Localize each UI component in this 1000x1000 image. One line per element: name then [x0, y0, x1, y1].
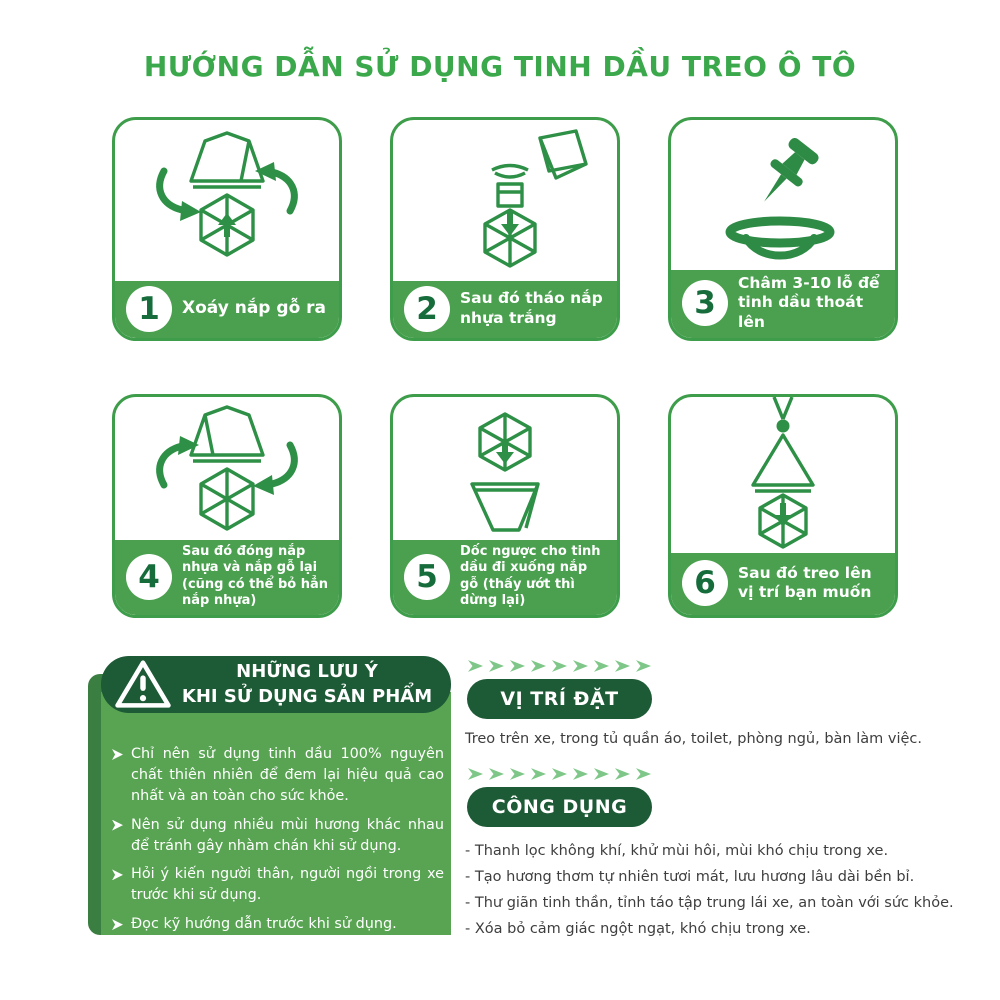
step-4-banner [115, 540, 339, 615]
chevron-icon [531, 659, 546, 673]
chevron-icon [468, 767, 483, 781]
step-card-4 [112, 394, 342, 618]
placement-heading-pill: VỊ TRÍ ĐẶT [467, 679, 652, 719]
bullet-arrow-icon [112, 869, 123, 880]
step-3-banner [671, 270, 895, 338]
step-5-banner [393, 540, 617, 615]
chevron-icon [552, 767, 567, 781]
chevron-icon [615, 659, 630, 673]
step-card-3 [668, 117, 898, 341]
chevron-icon [573, 659, 588, 673]
close-caps-icon [138, 401, 316, 549]
uses-heading-pill: CÔNG DỤNG [467, 787, 652, 827]
note-text: Hỏi ý kiến người thân, người ngồi trong xe trước khi sử dụng. [131, 866, 444, 904]
bullet-arrow-icon [112, 820, 123, 831]
note-text: Nên sử dụng nhiều mùi hương khác nhau để tránh gây nhàm chán khi sử dụng. [131, 816, 444, 854]
step-3-illustration [671, 120, 895, 281]
step-1-illustration [115, 120, 339, 281]
list-item [112, 914, 444, 935]
step-6-illustration [671, 397, 895, 553]
uses-item: - Thư giãn tinh thần, tỉnh táo tập trung lái xe, an toàn với sức khỏe. [465, 895, 954, 911]
chevron-icon [594, 767, 609, 781]
step-1-number-badge: 1 [126, 286, 172, 332]
step-4-caption: Sau đó đóng nắp nhựa và nắp gỗ lại (cũng có thể bỏ hẳn nắp nhựa) [182, 544, 329, 608]
remove-plastic-cap-icon [416, 126, 594, 276]
rotate-open-wood-cap-icon [138, 127, 316, 275]
chevron-icon [636, 767, 651, 781]
chevron-icon [510, 659, 525, 673]
chevron-icon [489, 767, 504, 781]
step-card-2 [390, 117, 620, 341]
step-1-banner [115, 281, 339, 338]
step-5-illustration [393, 397, 617, 553]
bullet-arrow-icon [112, 749, 123, 760]
list-item [112, 864, 444, 906]
step-6-number-badge: 6 [682, 560, 728, 606]
uses-list [465, 838, 995, 942]
step-1-caption: Xoáy nắp gỗ ra [182, 297, 327, 318]
chevron-icon [615, 767, 630, 781]
step-5-number-badge: 5 [404, 554, 450, 600]
step-3-caption: Châm 3-10 lỗ để tinh dầu thoát lên [738, 273, 880, 331]
chevron-icon [552, 659, 567, 673]
list-item [112, 744, 444, 807]
notes-list [101, 744, 451, 943]
chevron-icon [573, 767, 588, 781]
step-2-number-badge: 2 [404, 286, 450, 332]
step-6-banner [671, 553, 895, 615]
uses-item: - Xóa bỏ cảm giác ngột ngạt, khó chịu trong xe. [465, 921, 811, 937]
chevron-arrows-decor [468, 767, 651, 781]
step-2-caption: Sau đó tháo nắp nhựa trắng [460, 289, 603, 327]
uses-item: - Thanh lọc không khí, khử mùi hôi, mùi khó chịu trong xe. [465, 843, 889, 859]
placement-text: Treo trên xe, trong tủ quần áo, toilet, phòng ngủ, bàn làm việc. [465, 731, 922, 747]
notes-heading-line2: KHI SỬ DỤNG SẢN PHẨM [181, 685, 433, 707]
chevron-icon [489, 659, 504, 673]
pin-pierce-holes-icon [694, 126, 872, 276]
step-card-1 [112, 117, 342, 341]
chevron-icon [636, 659, 651, 673]
step-4-illustration [115, 397, 339, 553]
notes-header [101, 656, 451, 713]
chevron-icon [468, 659, 483, 673]
step-card-6 [668, 394, 898, 618]
tip-upside-down-icon [416, 400, 594, 550]
chevron-arrows-decor [468, 659, 651, 673]
chevron-icon [531, 767, 546, 781]
step-2-banner [393, 281, 617, 338]
warning-triangle-icon [113, 658, 173, 711]
list-item [112, 815, 444, 857]
hang-diffuser-icon [694, 397, 872, 555]
step-3-number-badge: 3 [682, 280, 728, 326]
step-4-number-badge: 4 [126, 554, 172, 600]
bullet-arrow-icon [112, 919, 123, 930]
note-text: Đọc kỹ hướng dẫn trước khi sử dụng. [131, 916, 397, 933]
chevron-icon [594, 659, 609, 673]
uses-item: - Tạo hương thơm tự nhiên tươi mát, lưu hương lâu dài bền bỉ. [465, 869, 915, 885]
page-title: HƯỚNG DẪN SỬ DỤNG TINH DẦU TREO Ô TÔ [143, 50, 857, 83]
note-text: Chỉ nên sử dụng tinh dầu 100% nguyên chất thiên nhiên để đem lại hiệu quả cao nhất và an toàn cho sức khỏe. [131, 746, 444, 804]
notes-heading-line1: NHỮNG LƯU Ý [236, 661, 378, 683]
step-card-5 [390, 394, 620, 618]
step-6-caption: Sau đó treo lên vị trí bạn muốn [738, 563, 872, 601]
chevron-icon [510, 767, 525, 781]
step-5-caption: Dốc ngược cho tinh dầu đi xuống nắp gỗ (thấy ướt thì dừng lại) [460, 544, 601, 608]
step-2-illustration [393, 120, 617, 281]
notes-heading [177, 660, 451, 709]
